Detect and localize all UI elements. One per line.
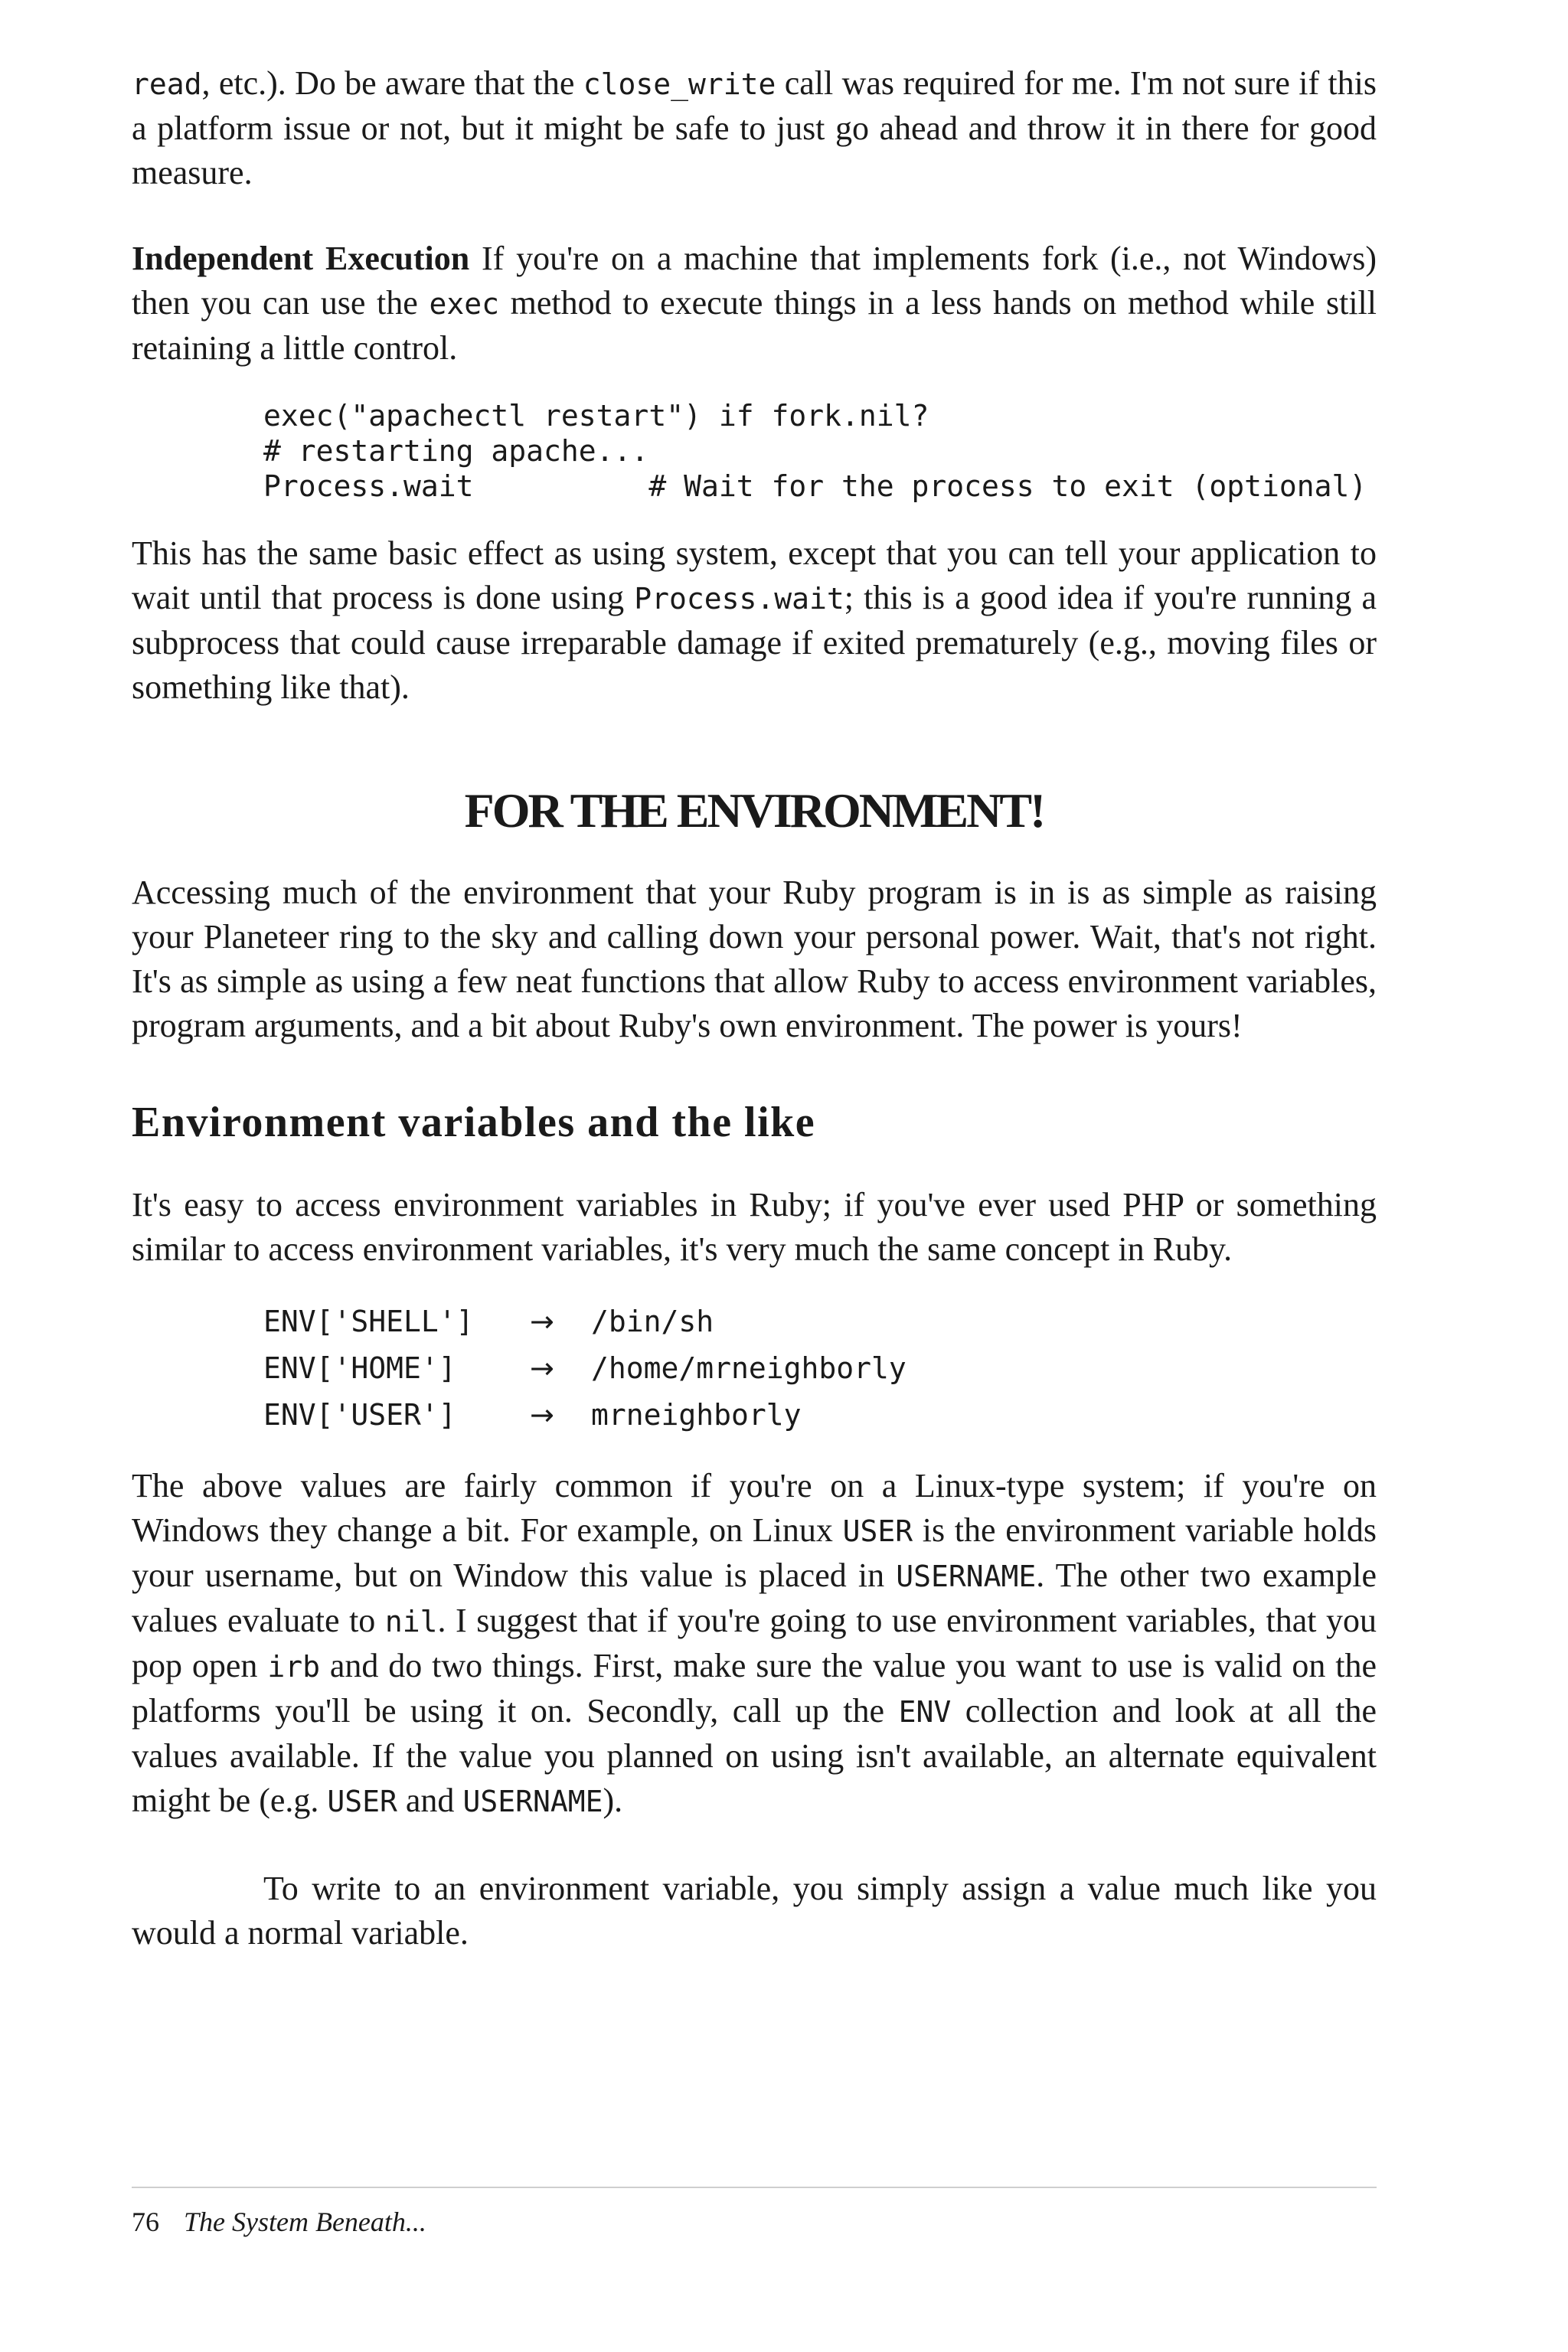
page-number: 76 (132, 2207, 159, 2237)
env-expression: ENV['USER'] (263, 1397, 456, 1432)
paragraph-env-platforms: The above values are fairly common if you're on a Linux-type system; if you're on Windows they change a bit. For example, on Linux USER is the environment variable holds your username, but on Window this value is placed in USERNAME. The other two example values evaluate to nil. I suggest that if you're going to use environment variables, that you pop open irb and do two things. First, make sure the value you want to use is valid on the platforms you'll be using it on. Secondly, call up the ENV collection and look at all the values available. If the value you planned on using isn't available, an alternate equivalent might be (e.g. USER and USERNAME). (132, 1467, 1377, 1819)
inline-code: irb (267, 1650, 320, 1684)
inline-code: read (132, 67, 202, 101)
result-arrow-icon: → (530, 1397, 554, 1432)
result-arrow-icon: → (530, 1304, 554, 1338)
env-example-row (263, 1298, 1377, 1344)
page-content (132, 61, 1377, 1955)
paragraph-environment-intro: Accessing much of the environment that your Ruby program is in is as simple as raising your Planeteer ring to the sky and calling down your personal power. Wait, that's not right. It's as simple as using a few neat functions that allow Ruby to access environment variables, program arguments, and a bit about Ruby's own environment. The power is yours! (132, 874, 1377, 1044)
paragraph-env-access: It's easy to access environment variables in Ruby; if you've ever used PHP or something similar to access environment variables, it's very much the same concept in Ruby. (132, 1186, 1377, 1268)
env-expression: ENV['SHELL'] (263, 1304, 474, 1338)
inline-code: USERNAME (896, 1560, 1037, 1593)
inline-code: USERNAME (462, 1785, 603, 1818)
env-examples-table (263, 1298, 1377, 1438)
env-expression: ENV['HOME'] (263, 1351, 456, 1385)
inline-code: ENV (898, 1695, 952, 1729)
paragraph-independent-execution: Independent Execution If you're on a machine that implements fork (i.e., not Windows) then you can use the exec method to execute things in a less hands on method while still retaining a little control. (132, 240, 1377, 367)
env-result: /bin/sh (591, 1304, 714, 1338)
env-result: mrneighborly (591, 1397, 802, 1432)
env-example-row (263, 1344, 1377, 1391)
run-in-heading: Independent Execution (132, 240, 470, 277)
inline-code: exec (429, 287, 499, 321)
page-footer (132, 2187, 1377, 2239)
inline-code: close_write (583, 67, 776, 101)
inline-code: Process.wait (634, 582, 844, 616)
inline-code: USER (327, 1785, 397, 1818)
inline-code: USER (842, 1514, 913, 1548)
result-arrow-icon: → (530, 1351, 554, 1385)
env-result: /home/mrneighborly (591, 1351, 906, 1385)
running-title: The System Beneath... (184, 2207, 426, 2237)
section-title: FOR THE ENVIRONMENT! (464, 783, 1044, 838)
code-block-exec: exec("apachectl restart") if fork.nil? # restarting apache... Process.wait # Wait for the process to exit (optional) (263, 399, 1367, 503)
paragraph-process-wait: This has the same basic effect as using system, except that you can tell your application to wait until that process is done using Process.wait; this is a good idea if you're running a subprocess that could cause irreparable damage if exited prematurely (e.g., moving files or something like that). (132, 534, 1377, 706)
subsection-title: Environment variables and the like (132, 1099, 816, 1146)
inline-code: nil (384, 1605, 438, 1638)
paragraph-write-env: To write to an environment variable, you simply assign a value much like you would a normal variable. (132, 1870, 1377, 1952)
paragraph-close-write: read, etc.). Do be aware that the close_write call was required for me. I'm not sure if this a platform issue or not, but it might be safe to just go ahead and throw it in there for good measure. (132, 64, 1377, 191)
env-example-row (263, 1391, 1377, 1438)
